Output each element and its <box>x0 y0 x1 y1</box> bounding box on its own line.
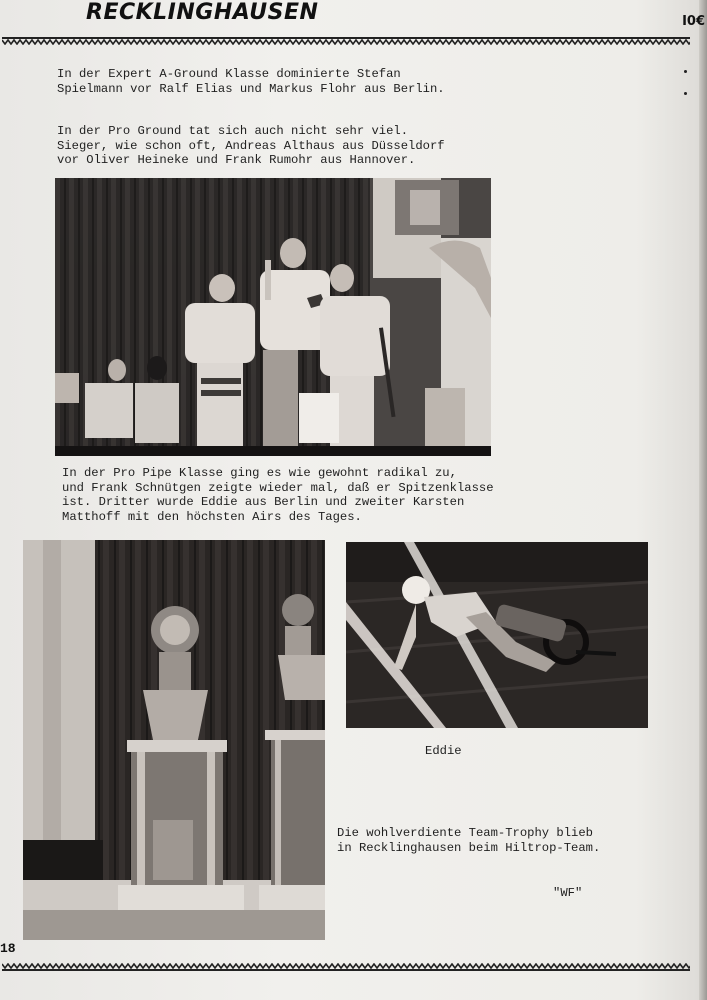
corner-mark: I0€ <box>682 14 705 29</box>
page-edge-shadow <box>699 0 707 1000</box>
trophy-photo <box>23 540 325 940</box>
page-number: 18 <box>0 941 16 956</box>
author-signature: "WF" <box>553 886 583 900</box>
paragraph-pro-pipe: In der Pro Pipe Klasse ging es wie gewohnt radikal zu, und Frank Schnütgen zeigte wieder mal, daß er Spitzenklasse ist. Dritter wurde Eddie aus Berlin und zweiter Karsten Matthoff mit den höchsten Airs des Tages. <box>62 466 494 524</box>
eddie-caption: Eddie <box>425 744 462 758</box>
margin-dot <box>684 92 687 95</box>
paragraph-trophy: Die wohlverdiente Team-Trophy blieb in Recklinghausen beim Hiltrop-Team. <box>337 826 601 855</box>
paragraph-expert: In der Expert A-Ground Klasse dominierte Stefan Spielmann vor Ralf Elias und Markus Flohr aus Berlin. <box>57 67 445 96</box>
top-wavy-rule <box>2 37 690 45</box>
eddie-photo <box>346 542 648 728</box>
margin-dot <box>684 70 687 73</box>
paragraph-pro-ground: In der Pro Ground tat sich auch nicht sehr viel. Sieger, wie schon oft, Andreas Althaus aus Düsseldorf vor Oliver Heineke und Frank Rumohr aus Hannover. <box>57 124 445 167</box>
bottom-wavy-rule <box>2 963 690 971</box>
page-title: RECKLINGHAUSEN <box>86 0 319 25</box>
podium-photo <box>55 178 491 456</box>
